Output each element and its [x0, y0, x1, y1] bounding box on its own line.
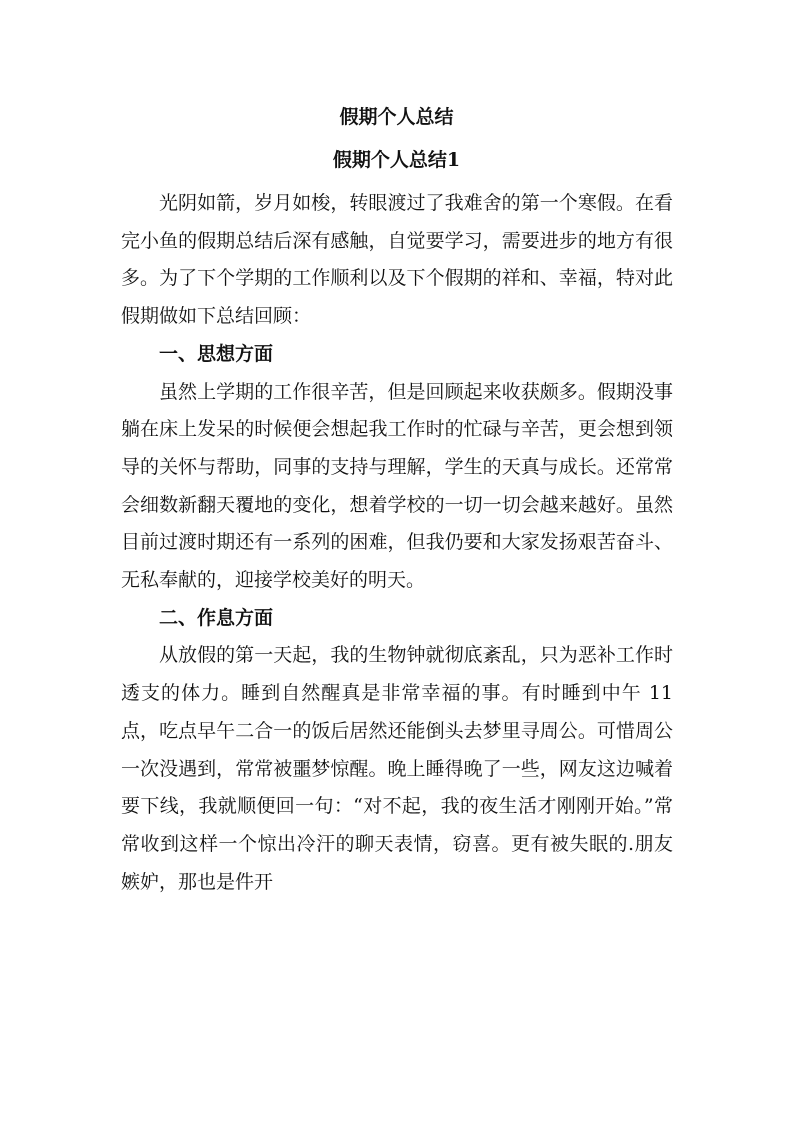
section-heading-schedule: 二、作息方面	[159, 606, 274, 629]
section-heading-thought: 一、思想方面	[159, 342, 274, 365]
paragraph-schedule: 从放假的第一天起，我的生物钟就彻底紊乱，只为恶补工作时透支的体力。睡到自然醒真是非常幸福的事。有时睡到中午 11 点，吃点早午二合一的饭后居然还能倒头去梦里寻周公。可惜周公一次没遇到，常常被噩梦惊醒。晚上睡得晚了一些，网友这边喊着要下线，我就顺便回一句：“对不起，我的夜生活才刚刚开始。”常常收到这样一个惊出冷汗的聊天表情，窃喜。更有被失眠的.朋友嫉妒，那也是件开	[121, 644, 673, 893]
document-title: 假期个人总结	[339, 106, 454, 128]
paragraph-thought: 虽然上学期的工作很辛苦，但是回顾起来收获颇多。假期没事躺在床上发呆的时候便会想起我工作时的忙碌与辛苦，更会想到领导的关怀与帮助，同事的支持与理解，学生的天真与成长。还常常会细数新翻天覆地的变化，想着学校的一切一切会越来越好。虽然目前过渡时期还有一系列的困难，但我仍要和大家发扬艰苦奋斗、无私奉献的，迎接学校美好的明天。	[121, 380, 673, 592]
paragraph-intro: 光阴如箭，岁月如梭，转眼渡过了我难舍的第一个寒假。在看完小鱼的假期总结后深有感触，自觉要学习，需要进步的地方有很多。为了下个学期的工作顺利以及下个假期的祥和、幸福，特对此假期做如下总结回顾：	[121, 192, 673, 328]
document-subtitle: 假期个人总结1	[332, 149, 461, 171]
document-body	[121, 185, 673, 901]
